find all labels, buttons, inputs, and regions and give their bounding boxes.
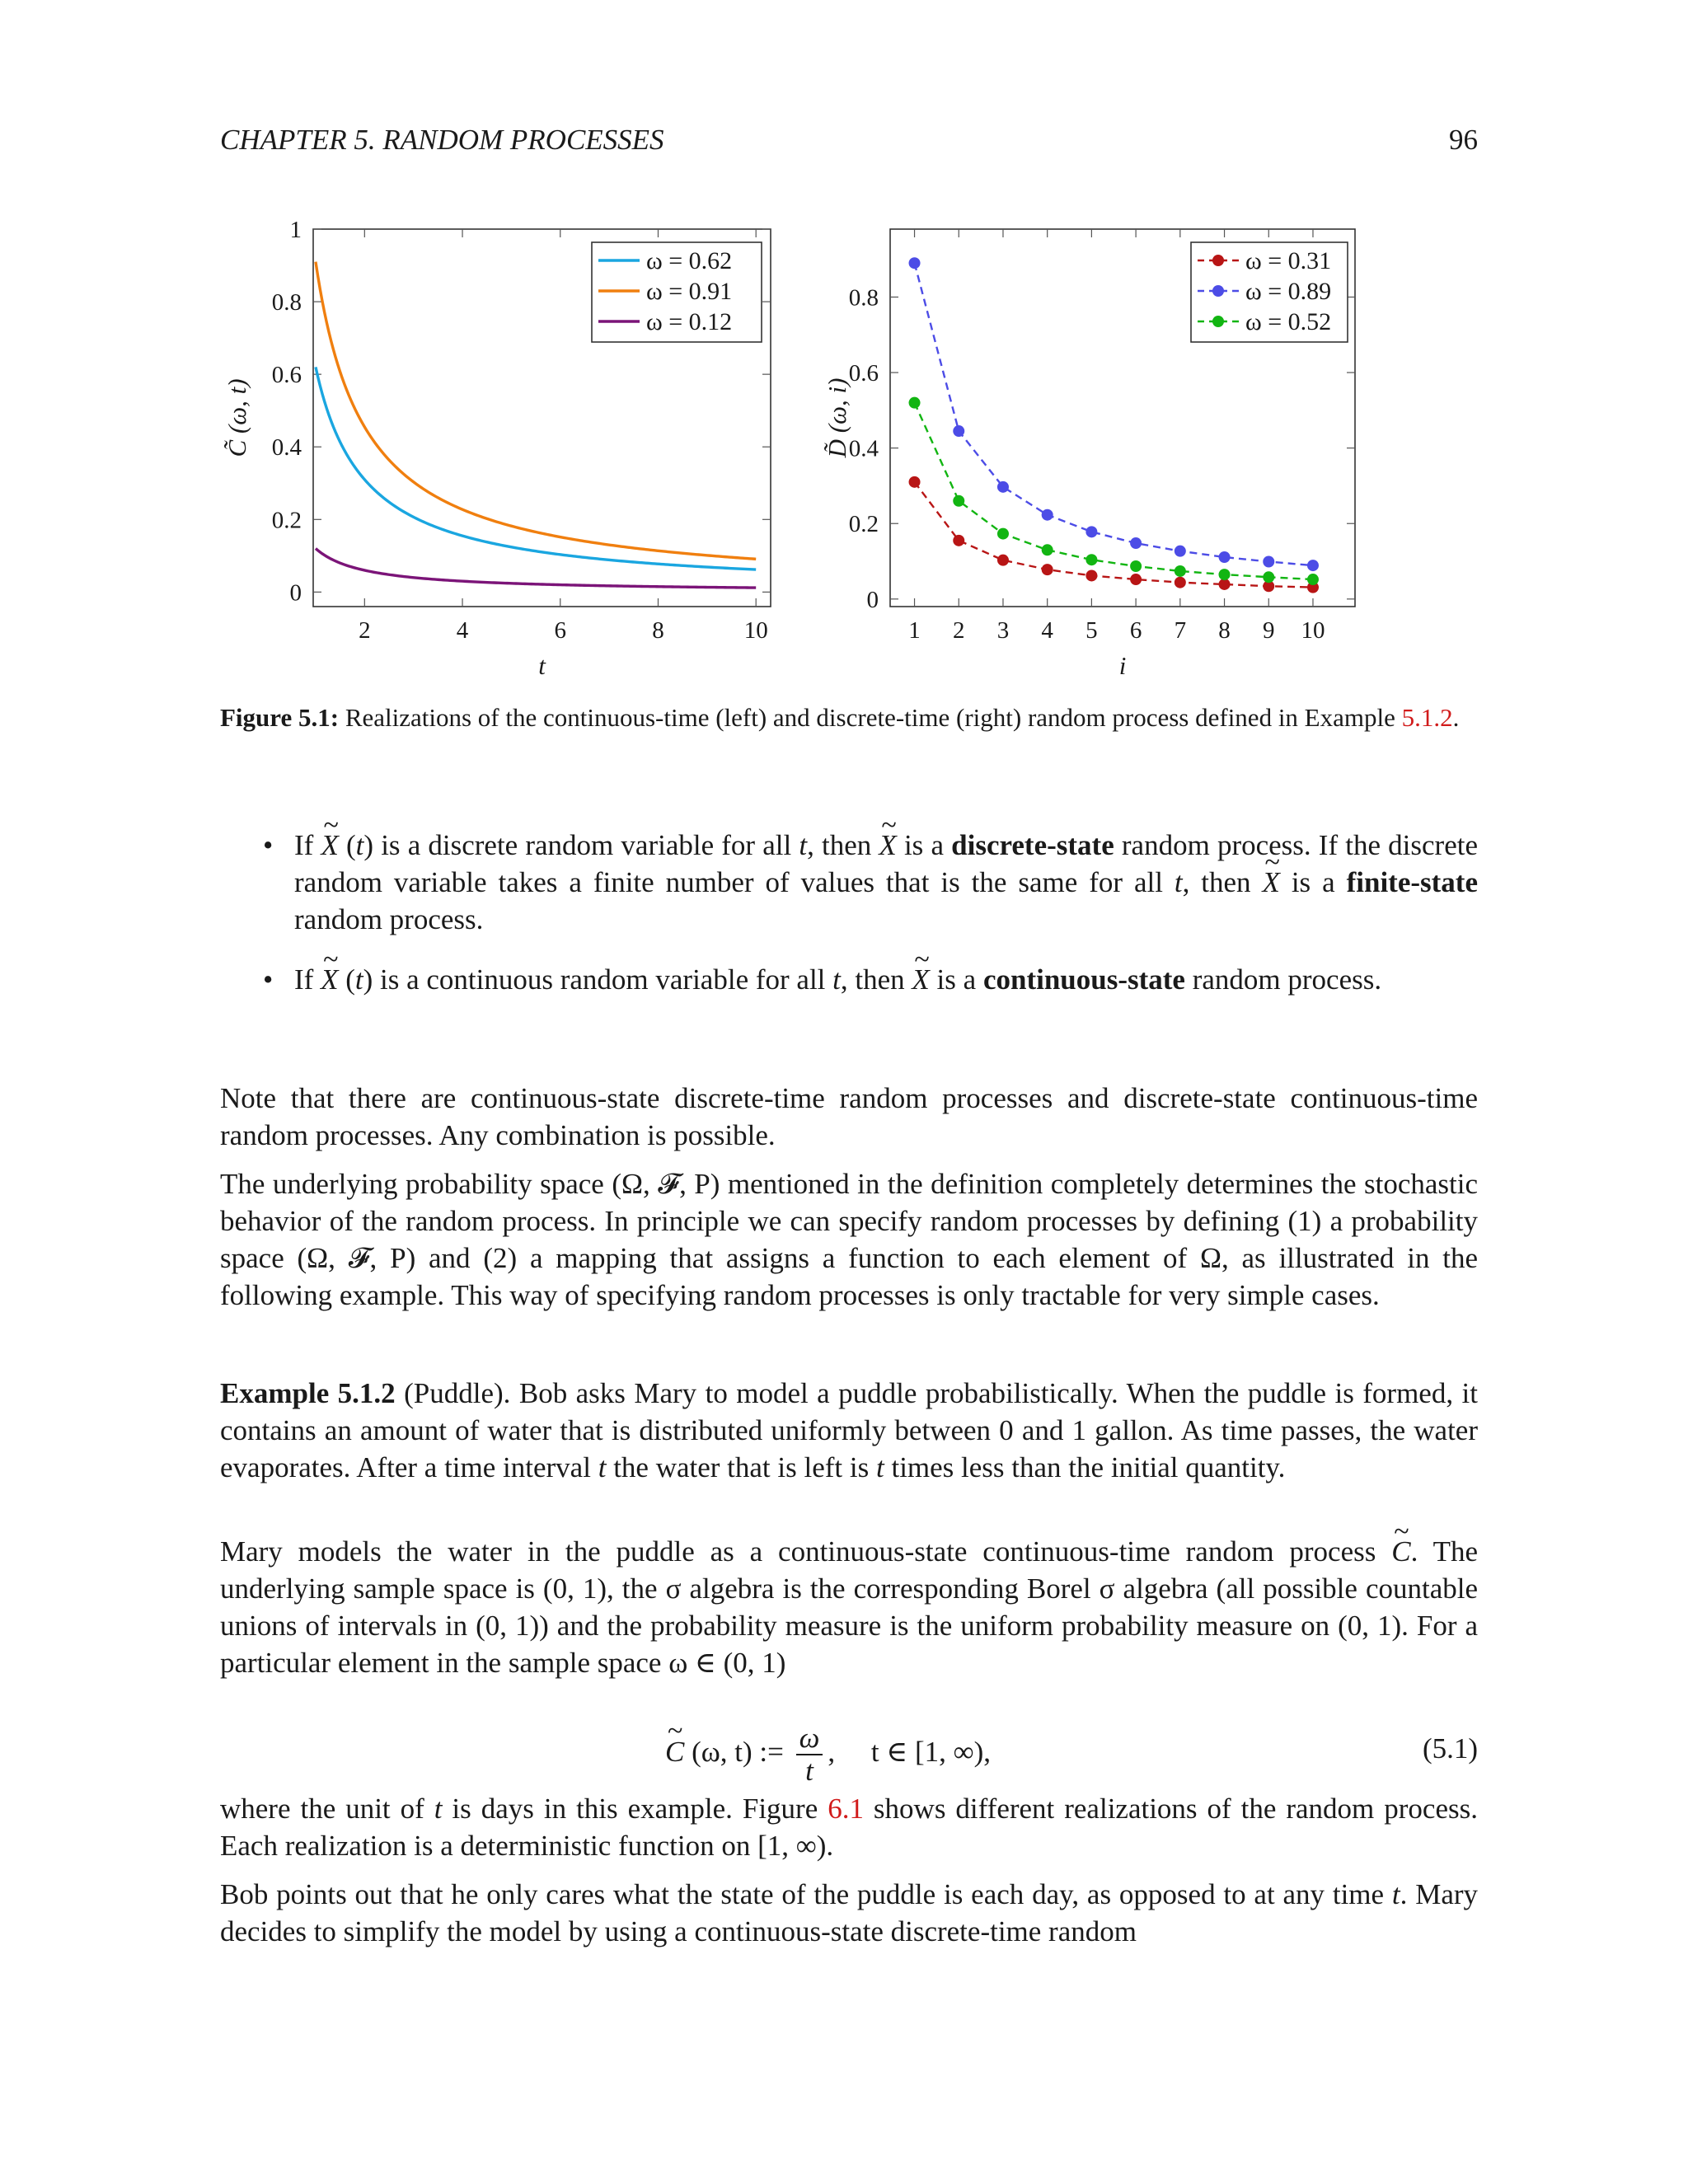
text: (	[338, 963, 355, 996]
series-dashed-line	[915, 403, 1313, 579]
y-tick-label: 0	[866, 586, 879, 613]
x-tick-label: 5	[1085, 617, 1098, 644]
x-tick-label: 9	[1263, 617, 1275, 644]
equation-fraction	[796, 1722, 823, 1787]
data-point	[1175, 577, 1186, 588]
chapter-title: CHAPTER 5. RANDOM PROCESSES	[220, 124, 664, 156]
text: is days in this example. Figure	[442, 1793, 828, 1825]
text: (	[338, 829, 356, 861]
data-point	[997, 528, 1009, 540]
text: shows different realizations of the random process. Each realization is a deterministic function on [1, ∞).	[220, 1793, 1478, 1862]
data-point	[953, 495, 964, 507]
data-point	[997, 555, 1009, 566]
data-point	[1219, 551, 1231, 563]
data-point	[1219, 579, 1231, 590]
x-tick-label: 2	[953, 617, 965, 644]
text: the water that is left is	[606, 1451, 876, 1483]
math-x: ~ X	[879, 827, 896, 864]
x-tick-label: 6	[554, 617, 567, 644]
text: If	[294, 963, 321, 996]
numerator: ω	[796, 1722, 823, 1755]
y-tick-label: 0.6	[271, 362, 302, 389]
x-axis-label: t	[538, 651, 546, 680]
y-tick-label: 0.2	[271, 507, 302, 534]
bullet-dot: •	[263, 829, 274, 861]
text: . The underlying sample space is (0, 1), the σ algebra is the corresponding Borel σ algebra (all possible countable unions of intervals in (0, 1)) and the probability measure is the uniform probability measure on (0, 1). For a particular element in the sample space ω ∈ (0, 1)	[220, 1535, 1478, 1679]
text: random process.	[294, 903, 484, 935]
text: random process.	[1184, 963, 1382, 996]
caption-label: Figure 5.1:	[220, 703, 340, 732]
page-number: 96	[1449, 124, 1478, 156]
y-tick-label: 0.4	[271, 434, 302, 462]
y-axis-label: D̃ (ω, i)	[823, 377, 851, 458]
y-tick-label: 0.6	[848, 360, 879, 387]
left-chart	[223, 217, 783, 684]
data-point	[909, 257, 921, 269]
legend-entry: ω = 0.31	[1245, 247, 1332, 274]
data-point	[1130, 574, 1142, 585]
figure-ref-link[interactable]: 6.1	[828, 1793, 864, 1825]
data-point	[1307, 574, 1319, 585]
math-t: t	[799, 829, 808, 861]
equation-lhs: (ω, t) :=	[684, 1736, 791, 1769]
paragraph-underlying: The underlying probability space (Ω, 𝓕, P) mentioned in the definition completely determines the stochastic behavior of the random process. In principle we can specify random processes by defining (1) a probability space (Ω, 𝓕, P) and (2) a mapping that assigns a function to each element of Ω, as illustrated in the following example. This way of specifying random processes is only tractable for very simple cases.	[220, 1168, 1478, 1311]
text: is a	[896, 829, 952, 861]
x-tick-label: 1	[908, 617, 921, 644]
x-tick-label: 10	[743, 617, 768, 644]
legend-marker	[1212, 316, 1224, 327]
equation-body	[665, 1722, 991, 1787]
page-header	[220, 124, 1478, 165]
y-tick-label: 0.4	[848, 435, 879, 462]
text: where the unit of	[220, 1793, 434, 1825]
x-tick-label: 2	[359, 617, 371, 644]
math-t: t	[598, 1451, 607, 1483]
data-point	[1085, 554, 1097, 565]
caption-ref-link[interactable]: 5.1.2	[1401, 703, 1453, 732]
example-title: (Puddle).	[395, 1377, 511, 1409]
math-t: t	[354, 963, 363, 996]
term-continuous-state: continuous-state	[982, 963, 1185, 996]
legend-entry: ω = 0.62	[646, 247, 733, 274]
data-point	[1130, 560, 1142, 572]
paragraph-mary	[220, 1533, 1478, 1681]
math-t: t	[875, 1451, 884, 1483]
text: random process. If the discrete random variable takes a finite number of values that is the same for all	[294, 829, 1479, 898]
y-tick-label: 0.2	[848, 511, 879, 538]
text: If	[294, 829, 321, 861]
data-point	[1085, 569, 1097, 581]
math-t: t	[832, 963, 841, 996]
data-point	[1175, 546, 1186, 557]
y-tick-label: 0	[289, 579, 302, 607]
bullet-continuous-state	[220, 961, 1478, 998]
text: is a	[929, 963, 983, 996]
math-x: ~ X	[321, 827, 338, 864]
x-tick-label: 4	[1041, 617, 1053, 644]
data-point	[1219, 569, 1231, 580]
math-x: ~ X	[1263, 864, 1280, 901]
math-t: t	[1391, 1878, 1400, 1910]
math-c: ~ C	[1391, 1533, 1410, 1570]
x-tick-label: 4	[456, 617, 469, 644]
legend-entry: ω = 0.91	[646, 278, 733, 305]
y-tick-label: 0.8	[848, 284, 879, 312]
bullet-discrete-state	[220, 827, 1478, 938]
legend-marker	[1212, 255, 1224, 266]
math-t: t	[434, 1793, 443, 1825]
paragraph-example	[220, 1375, 1478, 1486]
legend-entry: ω = 0.89	[1245, 278, 1332, 305]
y-tick-label: 1	[289, 217, 302, 243]
text: times less than the initial quantity.	[884, 1451, 1286, 1483]
data-point	[909, 476, 921, 488]
data-point	[1263, 571, 1274, 583]
caption-text: Realizations of the continuous-time (left) and discrete-time (right) random process defined in Example	[339, 703, 1402, 732]
text: , then	[807, 829, 879, 861]
y-axis-label: C̃ (ω, t)	[223, 378, 251, 457]
caption-end: .	[1452, 703, 1460, 732]
term-discrete-state: discrete-state	[951, 829, 1114, 861]
series-line	[316, 367, 756, 569]
equation-5-1	[220, 1708, 1478, 1790]
data-point	[1130, 537, 1142, 549]
data-point	[1085, 526, 1097, 537]
data-point	[1042, 564, 1053, 575]
data-point	[953, 425, 964, 437]
legend-entry: ω = 0.12	[646, 308, 733, 335]
text: , then	[1182, 866, 1263, 898]
right-chart	[816, 223, 1393, 684]
y-tick-label: 0.8	[271, 289, 302, 316]
math-x: ~ X	[321, 961, 338, 998]
legend-entry: ω = 0.52	[1245, 308, 1332, 335]
math-t: t	[1174, 866, 1183, 898]
figure-caption	[220, 701, 1478, 735]
data-point	[1263, 555, 1274, 567]
x-tick-label: 10	[1301, 617, 1325, 644]
text: Bob points out that he only cares what the state of the puddle is each day, as opposed to at any time	[220, 1878, 1392, 1910]
example-label: Example 5.1.2	[220, 1377, 396, 1409]
x-tick-label: 7	[1174, 617, 1187, 644]
series-dashed-line	[915, 482, 1313, 588]
data-point	[1307, 560, 1319, 571]
data-point	[1042, 509, 1053, 521]
x-tick-label: 6	[1129, 617, 1142, 644]
paragraph-note: Note that there are continuous-state discrete-time random processes and discrete-state continuous-time random processes. Any combination is possible.	[220, 1082, 1478, 1151]
legend-marker	[1212, 285, 1224, 297]
data-point	[997, 481, 1009, 493]
bullet-list	[220, 827, 1478, 1021]
denominator: t	[805, 1755, 814, 1787]
term-finite-state: finite-state	[1346, 866, 1478, 898]
text: is a	[1279, 866, 1347, 898]
x-tick-label: 8	[1218, 617, 1231, 644]
data-point	[1175, 565, 1186, 577]
equation-rhs: , t ∈ [1, ∞),	[828, 1736, 992, 1769]
bullet-dot: •	[263, 963, 274, 996]
x-tick-label: 8	[652, 617, 664, 644]
math-t: t	[355, 829, 364, 861]
x-tick-label: 3	[996, 617, 1010, 644]
text: Bob asks Mary to model a puddle probabilistically. When the puddle is formed, it contains an amount of water that is distributed uniformly between 0 and 1 gallon. As time passes, the water evaporates. After a time interval	[220, 1377, 1478, 1483]
text: ) is a discrete random variable for all	[363, 829, 799, 861]
paragraph-bob	[220, 1876, 1478, 1950]
paragraph-where	[220, 1790, 1478, 1864]
data-point	[953, 535, 964, 546]
math-c: ~ C	[665, 1736, 684, 1769]
text: ) is a continuous random variable for all	[363, 963, 833, 996]
equation-number: (5.1)	[1422, 1732, 1478, 1765]
text: , then	[840, 963, 912, 996]
text: . Mary decides to simplify the model by using a continuous-state discrete-time random	[220, 1878, 1479, 1947]
x-axis-label: i	[1118, 651, 1127, 680]
math-x: ~ X	[912, 961, 929, 998]
text: Mary models the water in the puddle as a continuous-state continuous-time random process	[220, 1535, 1392, 1568]
data-point	[1042, 544, 1053, 555]
data-point	[909, 397, 921, 409]
